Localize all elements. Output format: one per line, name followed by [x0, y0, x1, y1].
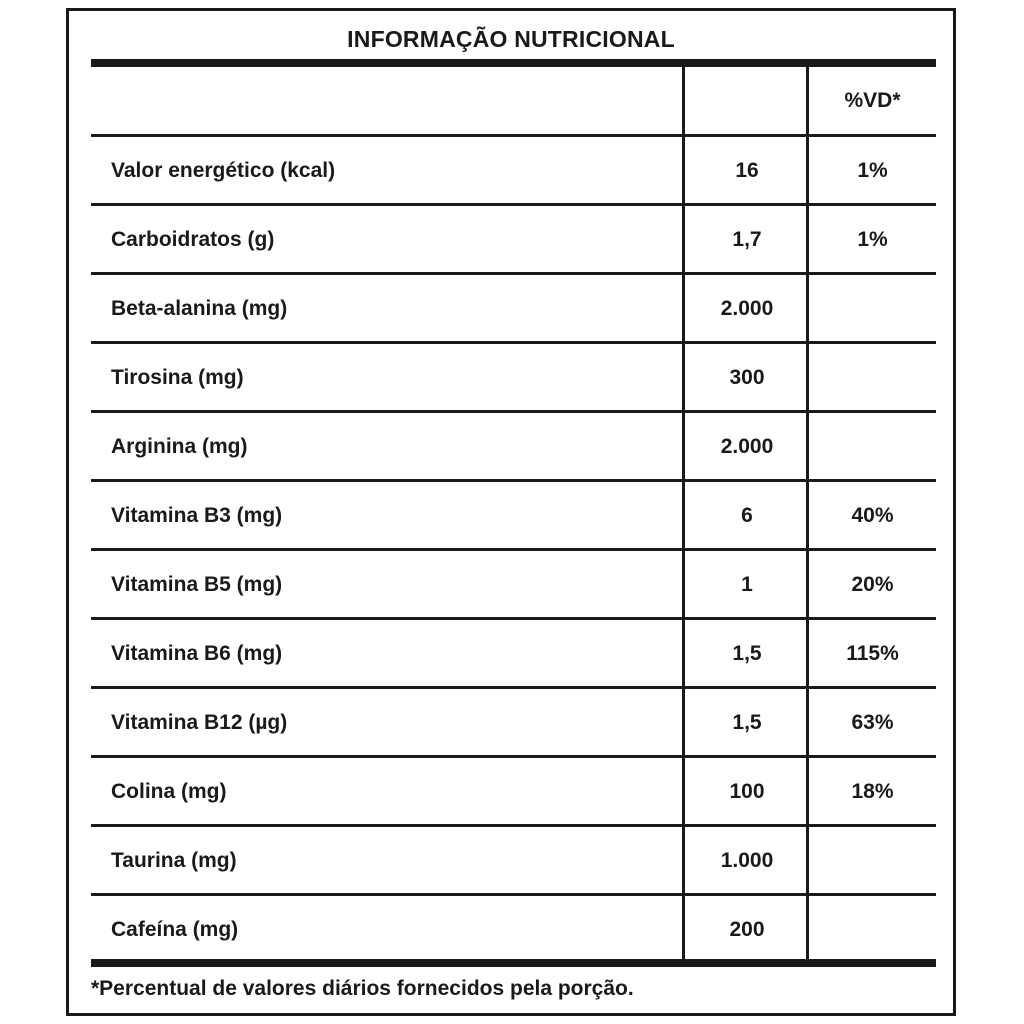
nutrient-amount: 1,5: [732, 710, 762, 734]
nutrient-name: Colina (mg): [111, 779, 227, 803]
bottom-thick-rule: [91, 959, 936, 967]
nutrient-amount: 100: [729, 779, 765, 803]
table-row: [91, 137, 936, 203]
nutrient-name: Arginina (mg): [111, 434, 248, 458]
table-row: [91, 620, 936, 686]
nutrient-dv: 20%: [851, 572, 894, 596]
nutrition-facts-table: [66, 8, 956, 1016]
table-row: [91, 344, 936, 410]
table-row: [91, 758, 936, 824]
nutrient-amount: 1.000: [720, 848, 774, 872]
nutrient-amount: 1,7: [732, 227, 762, 251]
table-row: [91, 206, 936, 272]
nutrient-amount: 6: [741, 503, 753, 527]
table-row: [91, 413, 936, 479]
nutrient-name: Vitamina B12 (µg): [111, 710, 288, 734]
nutrient-dv: 115%: [846, 641, 899, 665]
table-row: [91, 689, 936, 755]
nutrient-name: Vitamina B5 (mg): [111, 572, 283, 596]
nutrient-amount: 300: [729, 365, 765, 389]
header-row: [91, 67, 936, 133]
nutrient-dv: 1%: [857, 227, 888, 251]
nutrient-name: Valor energético (kcal): [111, 158, 336, 182]
table-row: [91, 275, 936, 341]
table-row: [91, 827, 936, 893]
nutrient-name: Cafeína (mg): [111, 917, 239, 941]
nutrient-name: Tirosina (mg): [111, 365, 244, 389]
table-title: INFORMAÇÃO NUTRICIONAL: [347, 26, 675, 52]
nutrient-dv: 63%: [851, 710, 894, 734]
nutrient-amount: 2.000: [720, 296, 774, 320]
nutrient-name: Vitamina B3 (mg): [111, 503, 283, 527]
nutrient-name: Carboidratos (g): [111, 227, 275, 251]
nutrient-name: Beta-alanina (mg): [111, 296, 288, 320]
nutrient-amount: 200: [729, 917, 765, 941]
nutrient-dv: 18%: [851, 779, 894, 803]
table-row: [91, 482, 936, 548]
footnote: *Percentual de valores diários fornecidos pela porção.: [91, 977, 634, 1000]
top-thick-rule: [91, 59, 936, 67]
table-row: [91, 551, 936, 617]
nutrient-dv: 1%: [857, 158, 888, 182]
nutrient-amount: 2.000: [720, 434, 774, 458]
nutrient-name: Vitamina B6 (mg): [111, 641, 283, 665]
nutrient-amount: 16: [735, 158, 759, 182]
nutrient-name: Taurina (mg): [111, 848, 237, 872]
nutrient-amount: 1: [741, 572, 753, 596]
nutrient-amount: 1,5: [732, 641, 762, 665]
header-dv: %VD*: [844, 88, 901, 112]
nutrient-dv: 40%: [851, 503, 894, 527]
table-row: [91, 896, 936, 962]
